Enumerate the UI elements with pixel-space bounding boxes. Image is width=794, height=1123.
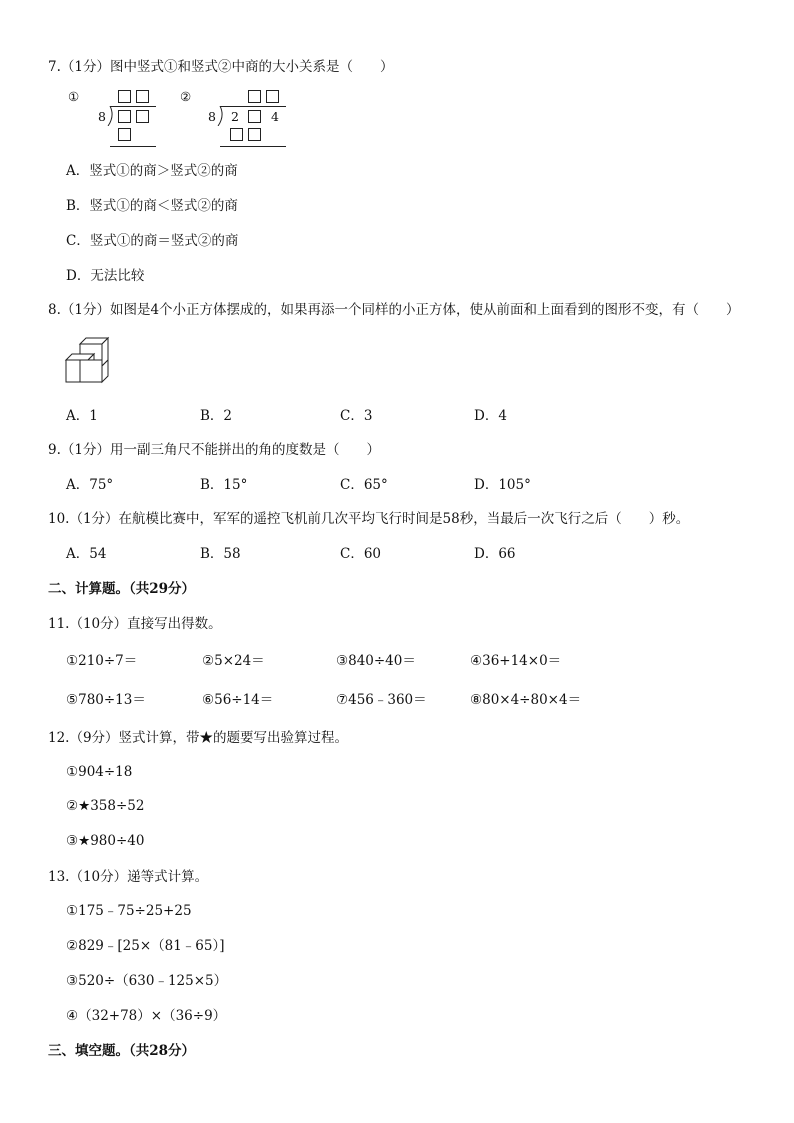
dividend-digit-2: 2 <box>231 109 239 124</box>
quotient-box <box>118 90 131 103</box>
division-bracket <box>107 106 115 126</box>
dividend-box <box>248 110 261 123</box>
divisor-1: 8 <box>98 109 106 124</box>
quotient-box <box>136 90 149 103</box>
q10-option-a[interactable]: A．54 <box>66 546 107 562</box>
q9-option-d[interactable]: D．105° <box>474 477 531 493</box>
q8-option-d[interactable]: D．4 <box>474 408 507 424</box>
q8-stem: 8.（1分）如图是4个小正方体摆成的，如果再添一个同样的小正方体，使从前面和上面看到的图形不变，有（ ） <box>48 302 740 318</box>
q12-item: ③★980÷40 <box>66 833 145 849</box>
fig1-label: ① <box>68 89 80 104</box>
subtraction-line <box>110 146 156 147</box>
q7-option-d[interactable]: D．无法比较 <box>66 268 145 284</box>
q12-stem: 12.（9分）竖式计算，带★的题要写出验算过程。 <box>48 730 349 746</box>
q13-item: ④（32+78）×（36÷9） <box>66 1008 227 1024</box>
q7-option-b[interactable]: B．竖式①的商＜竖式②的商 <box>66 198 238 214</box>
q11-item: ⑧80×4÷80×4＝ <box>470 692 582 708</box>
q10-stem: 10.（1分）在航模比赛中，军军的遥控飞机前几次平均飞行时间是58秒，当最后一次飞行之后（ ）秒。 <box>48 511 690 527</box>
q10-option-c[interactable]: C．60 <box>340 546 382 562</box>
q10-option-d[interactable]: D．66 <box>474 546 516 562</box>
section-3-heading: 三、填空题。（共28分） <box>48 1043 196 1059</box>
division-bar <box>110 106 156 107</box>
q13-item: ②829﹣[25×（81﹣65）] <box>66 938 225 954</box>
product-box <box>118 128 131 141</box>
q13-item: ③520÷（630﹣125×5） <box>66 973 228 989</box>
q7-option-a[interactable]: A．竖式①的商＞竖式②的商 <box>66 163 238 179</box>
subtraction-line <box>220 146 286 147</box>
q10-option-b[interactable]: B．58 <box>200 546 241 562</box>
divisor-2: 8 <box>208 109 216 124</box>
q11-item: ④36+14×0＝ <box>470 653 562 669</box>
q9-option-b[interactable]: B．15° <box>200 477 248 493</box>
cube-stack-figure <box>62 330 114 386</box>
quotient-box <box>248 90 261 103</box>
dividend-box <box>118 110 131 123</box>
q12-item: ②★358÷52 <box>66 798 145 814</box>
division-bar <box>220 106 286 107</box>
q13-stem: 13.（10分）递等式计算。 <box>48 869 209 885</box>
q9-option-c[interactable]: C．65° <box>340 477 388 493</box>
section-2-heading: 二、计算题。（共29分） <box>48 581 196 597</box>
q11-item: ⑥56÷14＝ <box>202 692 274 708</box>
q7-option-c[interactable]: C．竖式①的商＝竖式②的商 <box>66 233 239 249</box>
q12-item: ①904÷18 <box>66 764 133 780</box>
dividend-box <box>136 110 149 123</box>
q11-item: ②5×24＝ <box>202 653 265 669</box>
product-box <box>230 128 243 141</box>
q9-option-a[interactable]: A．75° <box>66 477 114 493</box>
q7-stem: 7.（1分）图中竖式①和竖式②中商的大小关系是（ ） <box>48 59 394 75</box>
fig2-label: ② <box>180 89 192 104</box>
q11-stem: 11.（10分）直接写出得数。 <box>48 616 222 632</box>
q9-stem: 9.（1分）用一副三角尺不能拼出的角的度数是（ ） <box>48 442 380 458</box>
q13-item: ①175﹣75÷25+25 <box>66 903 192 919</box>
division-bracket <box>217 106 225 126</box>
q11-item: ①210÷7＝ <box>66 653 138 669</box>
q11-item: ⑦456﹣360＝ <box>336 692 427 708</box>
q8-option-c[interactable]: C．3 <box>340 408 373 424</box>
q11-item: ③840÷40＝ <box>336 653 416 669</box>
dividend-digit-4: 4 <box>271 109 279 124</box>
product-box <box>248 128 261 141</box>
q8-option-b[interactable]: B．2 <box>200 408 233 424</box>
q8-option-a[interactable]: A．1 <box>66 408 98 424</box>
quotient-box <box>266 90 279 103</box>
q11-item: ⑤780÷13＝ <box>66 692 146 708</box>
